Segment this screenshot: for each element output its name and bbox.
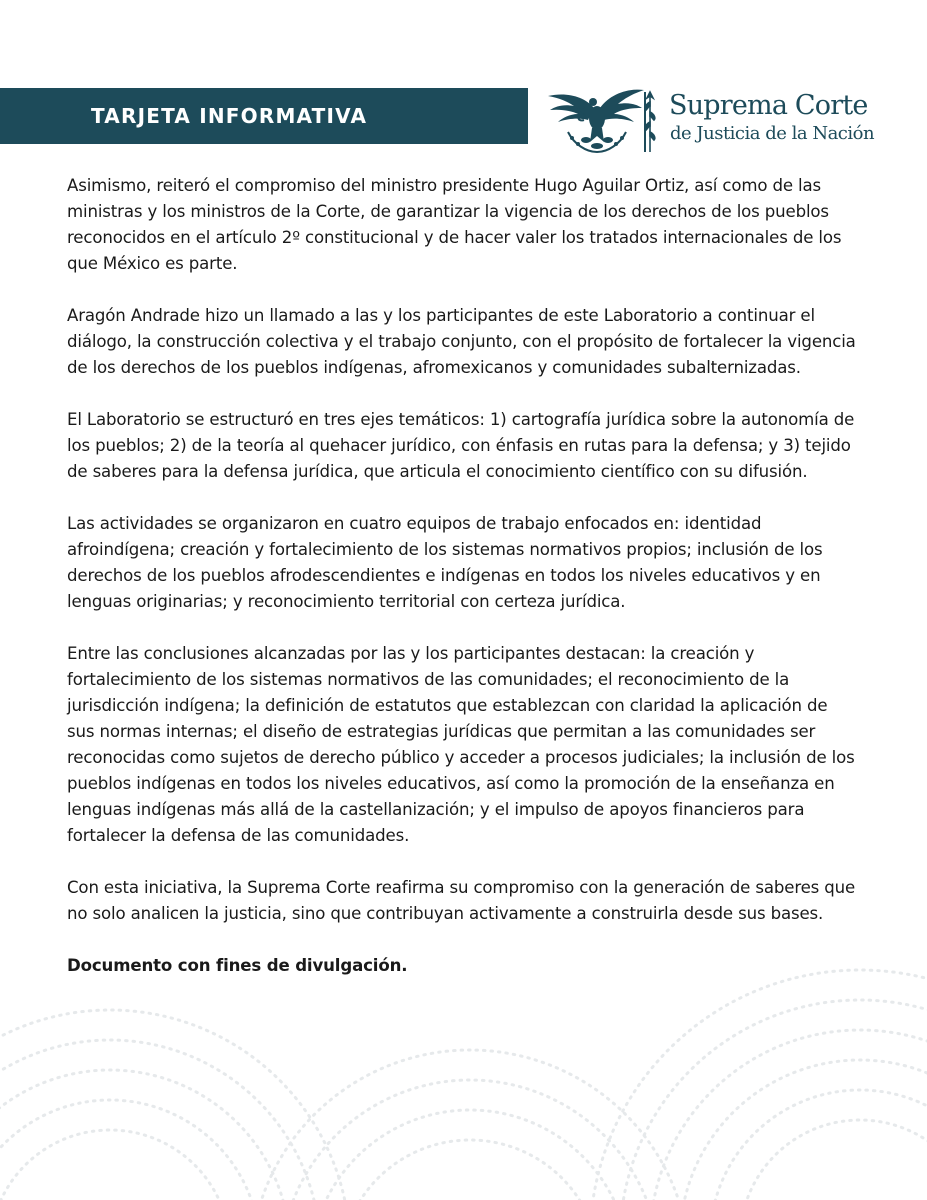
paragraph: El Laboratorio se estructuró en tres ejes temáticos: 1) cartografía jurídica sobre la autonomía de los pueblos; 2) de la teoría al quehacer jurídico, con énfasis en rutas para la defensa; y 3) tejido de saberes para la defensa jurídica, que articula el conocimiento científico con su difusión. xyxy=(67,410,855,481)
paragraph: Asimismo, reiteró el compromiso del ministro presidente Hugo Aguilar Ortiz, así como de las ministras y los ministros de la Corte, de garantizar la vigencia de los derechos de los pueblos reconocidos en el artículo 2º constitucional y de hacer valer los tratados internacionales de los que México es parte. xyxy=(67,176,842,273)
paragraph: Entre las conclusiones alcanzadas por las y los participantes destacan: la creación y fortalecimiento de los sistemas normativos de las comunidades; el reconocimiento de la jurisdicción indígena; la definición de estatutos que establezcan con claridad la aplicación de sus normas internas; el diseño de estrategias jurídicas que permitan a las comunidades ser reconocidas como sujetos de derecho público y acceder a procesos judiciales; la inclusión de los pueblos indígenas en todos los niveles educativos, así como la promoción de la enseñanza en lenguas indígenas más allá de la castellanización; y el impulso de apoyos financieros para fortalecer la defensa de las comunidades. xyxy=(67,644,855,845)
page-title: TARJETA INFORMATIVA xyxy=(91,104,368,128)
header-band xyxy=(0,88,528,144)
scjn-logo xyxy=(546,86,875,156)
paragraph: Con esta iniciativa, la Suprema Corte reafirma su compromiso con la generación de saberes que no solo analicen la justicia, sino que contribuyan activamente a construirla desde sus bases. xyxy=(67,878,856,923)
paragraph: Las actividades se organizaron en cuatro equipos de trabajo enfocados en: identidad afroindígena; creación y fortalecimiento de los sistemas normativos propios; inclusión de los derechos de los pueblos afrodescendientes e indígenas en todos los niveles educativos y en lenguas originarias; y reconocimiento territorial con certeza jurídica. xyxy=(67,514,823,611)
document-body xyxy=(67,173,857,1005)
logo-name-line2: de Justicia de la Nación xyxy=(670,123,875,144)
mexican-eagle-emblem-icon xyxy=(546,86,646,156)
plume-divider-icon xyxy=(638,88,662,156)
logo-name-line1: Suprema Corte xyxy=(669,90,868,121)
closing-note: Documento con fines de divulgación. xyxy=(67,956,408,975)
paragraph: Aragón Andrade hizo un llamado a las y los participantes de este Laboratorio a continuar el diálogo, la construcción colectiva y el trabajo conjunto, con el propósito de fortalecer la vigencia de los derechos de los pueblos indígenas, afromexicanos y comunidades subalternizadas. xyxy=(67,306,856,377)
